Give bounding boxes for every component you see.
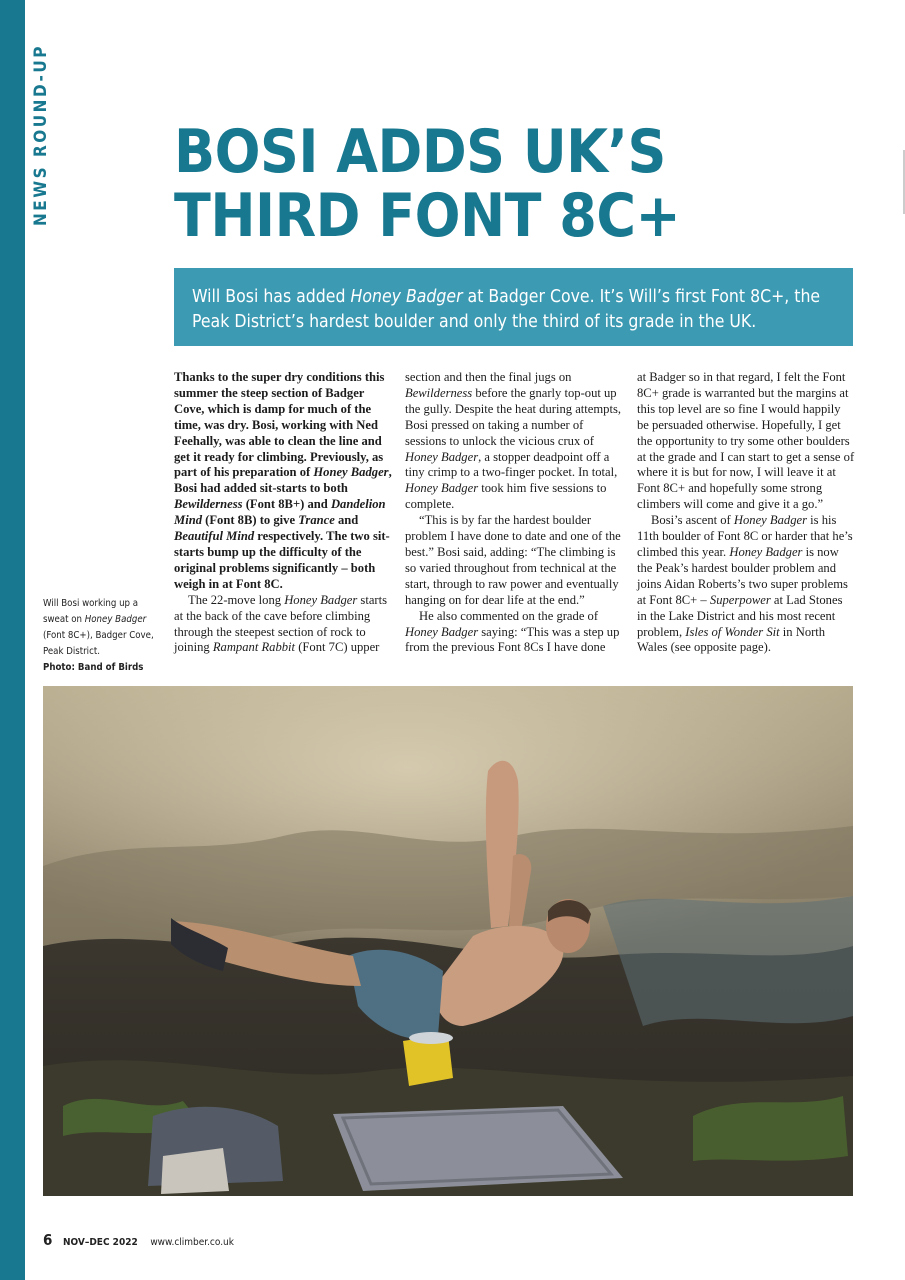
text-run: is now the Peak’s hardest boulder problem and joins Aidan Roberts’s two super problems at Font 8C+ – [637,544,848,607]
text-run: and [334,513,359,528]
body-paragraph [405,609,623,657]
article-column-1 [174,370,392,656]
photo-caption [43,596,163,676]
section-label: NEWS ROUND-UP [31,44,51,226]
caption-text: Will Bosi working up a sweat on [43,598,139,625]
quote-paragraph: “This is by far the hardest boulder problem I have done to date and one of the best.” Bosi said, adding: “The climbing is so varied throughout from technical at the start, through to raw power and eventually hanging on for dear life at the end.” [405,513,621,607]
text-run: Bosi’s ascent of [651,513,734,528]
text-run: , a stopper deadpoint off a tiny crimp to a two-finger pocket. In total, [405,449,618,480]
text-run: (Font 7C) upper [295,640,380,655]
route-name: Bewilderness [174,497,243,512]
text-run: starts at the back of the cave before climbing through the steepest section of rock to joining [174,592,388,655]
caption-text: (Font 8C+), Badger Cove, Peak District. [43,630,154,657]
body-paragraph [637,513,855,656]
route-name: Beautiful Mind [174,529,255,544]
route-name: Honey Badger [733,513,807,528]
page-footer [43,1230,234,1249]
issue-date: NOV–DEC 2022 [62,1237,138,1248]
photo-credit: Photo: Band of Birds [43,662,144,673]
standfirst-text-1: Will Bosi has added [192,287,351,307]
side-color-band [0,0,25,1280]
lead-paragraph [174,370,392,593]
text-run: before the gnarly top-out up the gully. Despite the heat during attempts, Bosi pressed on taking a number of sessions to unlock the vicious crux of [405,385,622,448]
headline-line-2: THIRD FONT 8C+ [174,181,681,251]
route-name: Honey Badger [729,544,803,559]
article-column-2 [405,370,623,656]
text-run: Thanks to the super dry conditions this summer the steep section of Badger Cove, which is damp for much of the time, was dry. Bosi, working with Ned Feehally, was able to clean the line and get it ready for climbing. Previously, as part of his preparation of [174,370,385,480]
website-url: www.climber.co.uk [150,1237,234,1248]
route-name: Isles of Wonder Sit [685,624,780,639]
text-run: saying: “This was a step up from the previous Font 8Cs I have done [405,624,620,655]
page-number: 6 [43,1231,53,1249]
route-name: Honey Badger [405,624,479,639]
route-name: Honey Badger [284,592,358,607]
chalk-bag-rim [409,1032,453,1044]
text-run: (Font 8B) to give [202,513,299,528]
route-name: Bewilderness [405,385,473,400]
standfirst-route-name: Honey Badger [350,287,463,307]
blue-rock-patch [603,896,853,1026]
route-name: Honey Badger [405,481,479,496]
body-paragraph [405,370,623,513]
standfirst-text-2: at Badger Cove. It’s Will’s first Font 8C+, the Peak District’s hardest boulder and only the third of its grade in the UK. [192,287,821,332]
text-run: respectively. The two sit-starts bump up the difficulty of the original problems significantly – both weigh in at Font 8C. [174,529,390,591]
body-paragraph [174,593,392,657]
text-run: The 22-move long [188,592,285,607]
text-run: took him five sessions to complete. [405,481,607,512]
text-run: in North Wales (see opposite page). [637,624,826,655]
climbing-photo-illustration [43,686,853,1196]
headline-line-1: BOSI ADDS UK’S [174,117,666,187]
text-run: (Font 8B+) and [242,497,331,512]
standfirst [174,268,853,346]
headline [174,117,874,251]
route-name: Trance [298,513,335,528]
climbing-photo [43,686,853,1196]
text-run: He also commented on the grade of [419,608,599,623]
text-run: is his 11th boulder of Font 8C or harder that he’s climbed this year. [637,513,853,559]
article-column-3 [637,370,855,656]
route-name: Honey Badger [405,449,479,464]
quote-paragraph: at Badger so in that regard, I felt the Font 8C+ grade is warranted but the margins at this top level are so fine I would happily be persuaded otherwise. Hopefully, I get the opportunity to try some other boulders at the grade and I can start to get a sense of where it is but for now, I will leave it at Font 8C+ and hopefully some strong climbers will come and give it a go.” [637,370,855,512]
route-name: Dandelion Mind [174,497,386,528]
text-run: at Lad Stones in the Lake District and his most recent problem, [637,592,843,639]
caption-route-name: Honey Badger [84,614,147,625]
text-run: , Bosi had added sit-starts to both [174,465,392,496]
text-run: section and then the final jugs on [405,370,572,384]
route-name: Rampant Rabbit [212,640,296,655]
route-name: Superpower [709,592,771,607]
route-name: Honey Badger [313,465,389,480]
